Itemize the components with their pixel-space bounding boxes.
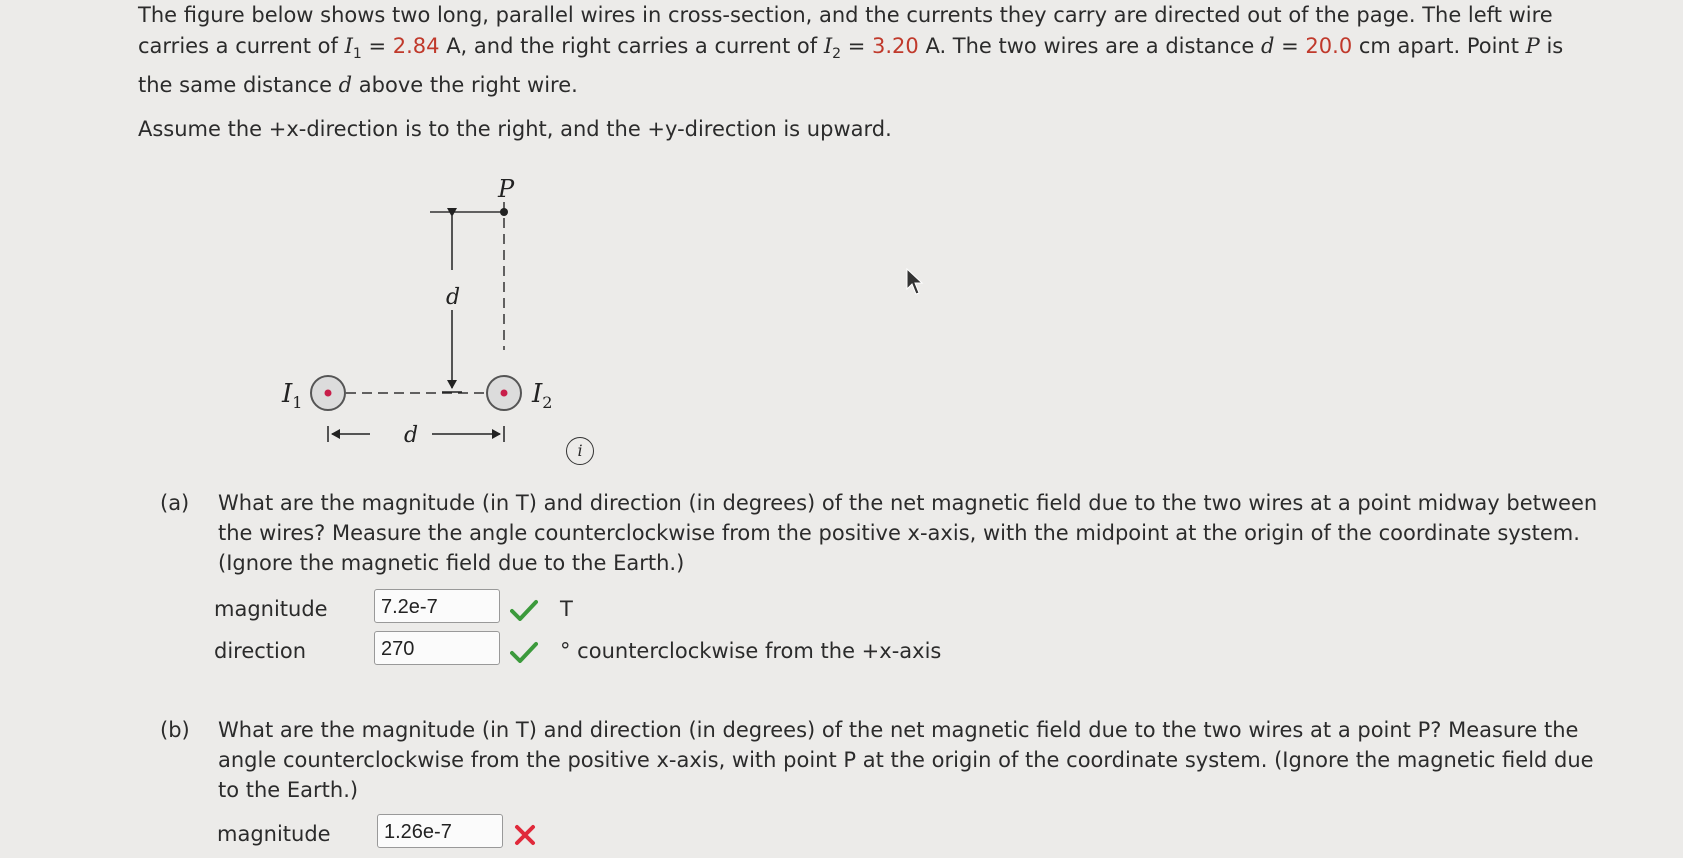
cross-icon [513, 824, 537, 846]
part-b-magnitude-label: magnitude [217, 822, 331, 846]
part-a-direction-row [214, 631, 1014, 671]
intro-line-1: The figure below shows two long, parallel wires in cross-section, and the currents they carry are directed out of the page. The left wire [138, 3, 1553, 27]
wire-2-label: $I_2$ [532, 379, 553, 412]
part-a-direction-label: direction [214, 639, 307, 663]
checkmark-icon [510, 599, 538, 621]
part-a-question: (a) What are the magnitude (in T) and direction (in degrees) of the net magnetic field due to the two wires at a point midway between the wires? Measure the angle counterclockwise from the positive x-axis, with the midpoint at the origin of the coordinate system. (Ignore the magnetic field due to the Earth.) [160, 488, 1660, 580]
wire-2 [487, 376, 521, 410]
wire-1-label: $I_1$ [282, 379, 303, 412]
vertical-d-label: d [446, 285, 461, 310]
checkmark-icon [510, 641, 538, 663]
intro-line-3: the same distance d above the right wire. [138, 73, 578, 98]
part-b-magnitude-row [217, 814, 817, 854]
distance-value: 20.0 [1305, 34, 1353, 58]
direction-assumption: Assume the +x-direction is to the right, and the +y-direction is upward. [138, 117, 892, 141]
part-a-magnitude-input[interactable]: 7.2e-7 [374, 589, 500, 623]
part-b-magnitude-input[interactable]: 1.26e-7 [377, 814, 503, 848]
part-a-magnitude-unit: T [560, 597, 573, 621]
part-b-question: (b) What are the magnitude (in T) and direction (in degrees) of the net magnetic field due to the two wires at a point P? Measure the angle counterclockwise from the positive x-axis, with point P at the origin of the coordinate system. (Ignore the magnetic field due to the Earth.) [160, 715, 1660, 807]
current-1-value: 2.84 [392, 34, 440, 58]
mouse-pointer-icon [906, 268, 926, 296]
point-p-label: P [498, 175, 515, 203]
wire-1 [311, 376, 345, 410]
part-a-magnitude-label: magnitude [214, 597, 328, 621]
part-a-label: (a) [160, 491, 190, 515]
problem-statement [138, 0, 1658, 101]
info-icon[interactable]: i [566, 437, 594, 465]
part-a-magnitude-row [214, 589, 814, 629]
point-p [500, 208, 508, 216]
current-2-value: 3.20 [872, 34, 919, 58]
part-a-direction-unit: ° counterclockwise from the +x-axis [560, 639, 942, 663]
part-b-label: (b) [160, 718, 190, 742]
horizontal-d-label: d [404, 423, 419, 448]
wires-figure [270, 170, 590, 460]
intro-line-2: carries a current of $I_1 = 2.84$ A, and the right carries a current of $I_2 = 3.20$ A. The two wires are a distance d = 20.0 cm apart. Point P is [138, 34, 1564, 63]
part-a-direction-input[interactable]: 270 [374, 631, 500, 665]
